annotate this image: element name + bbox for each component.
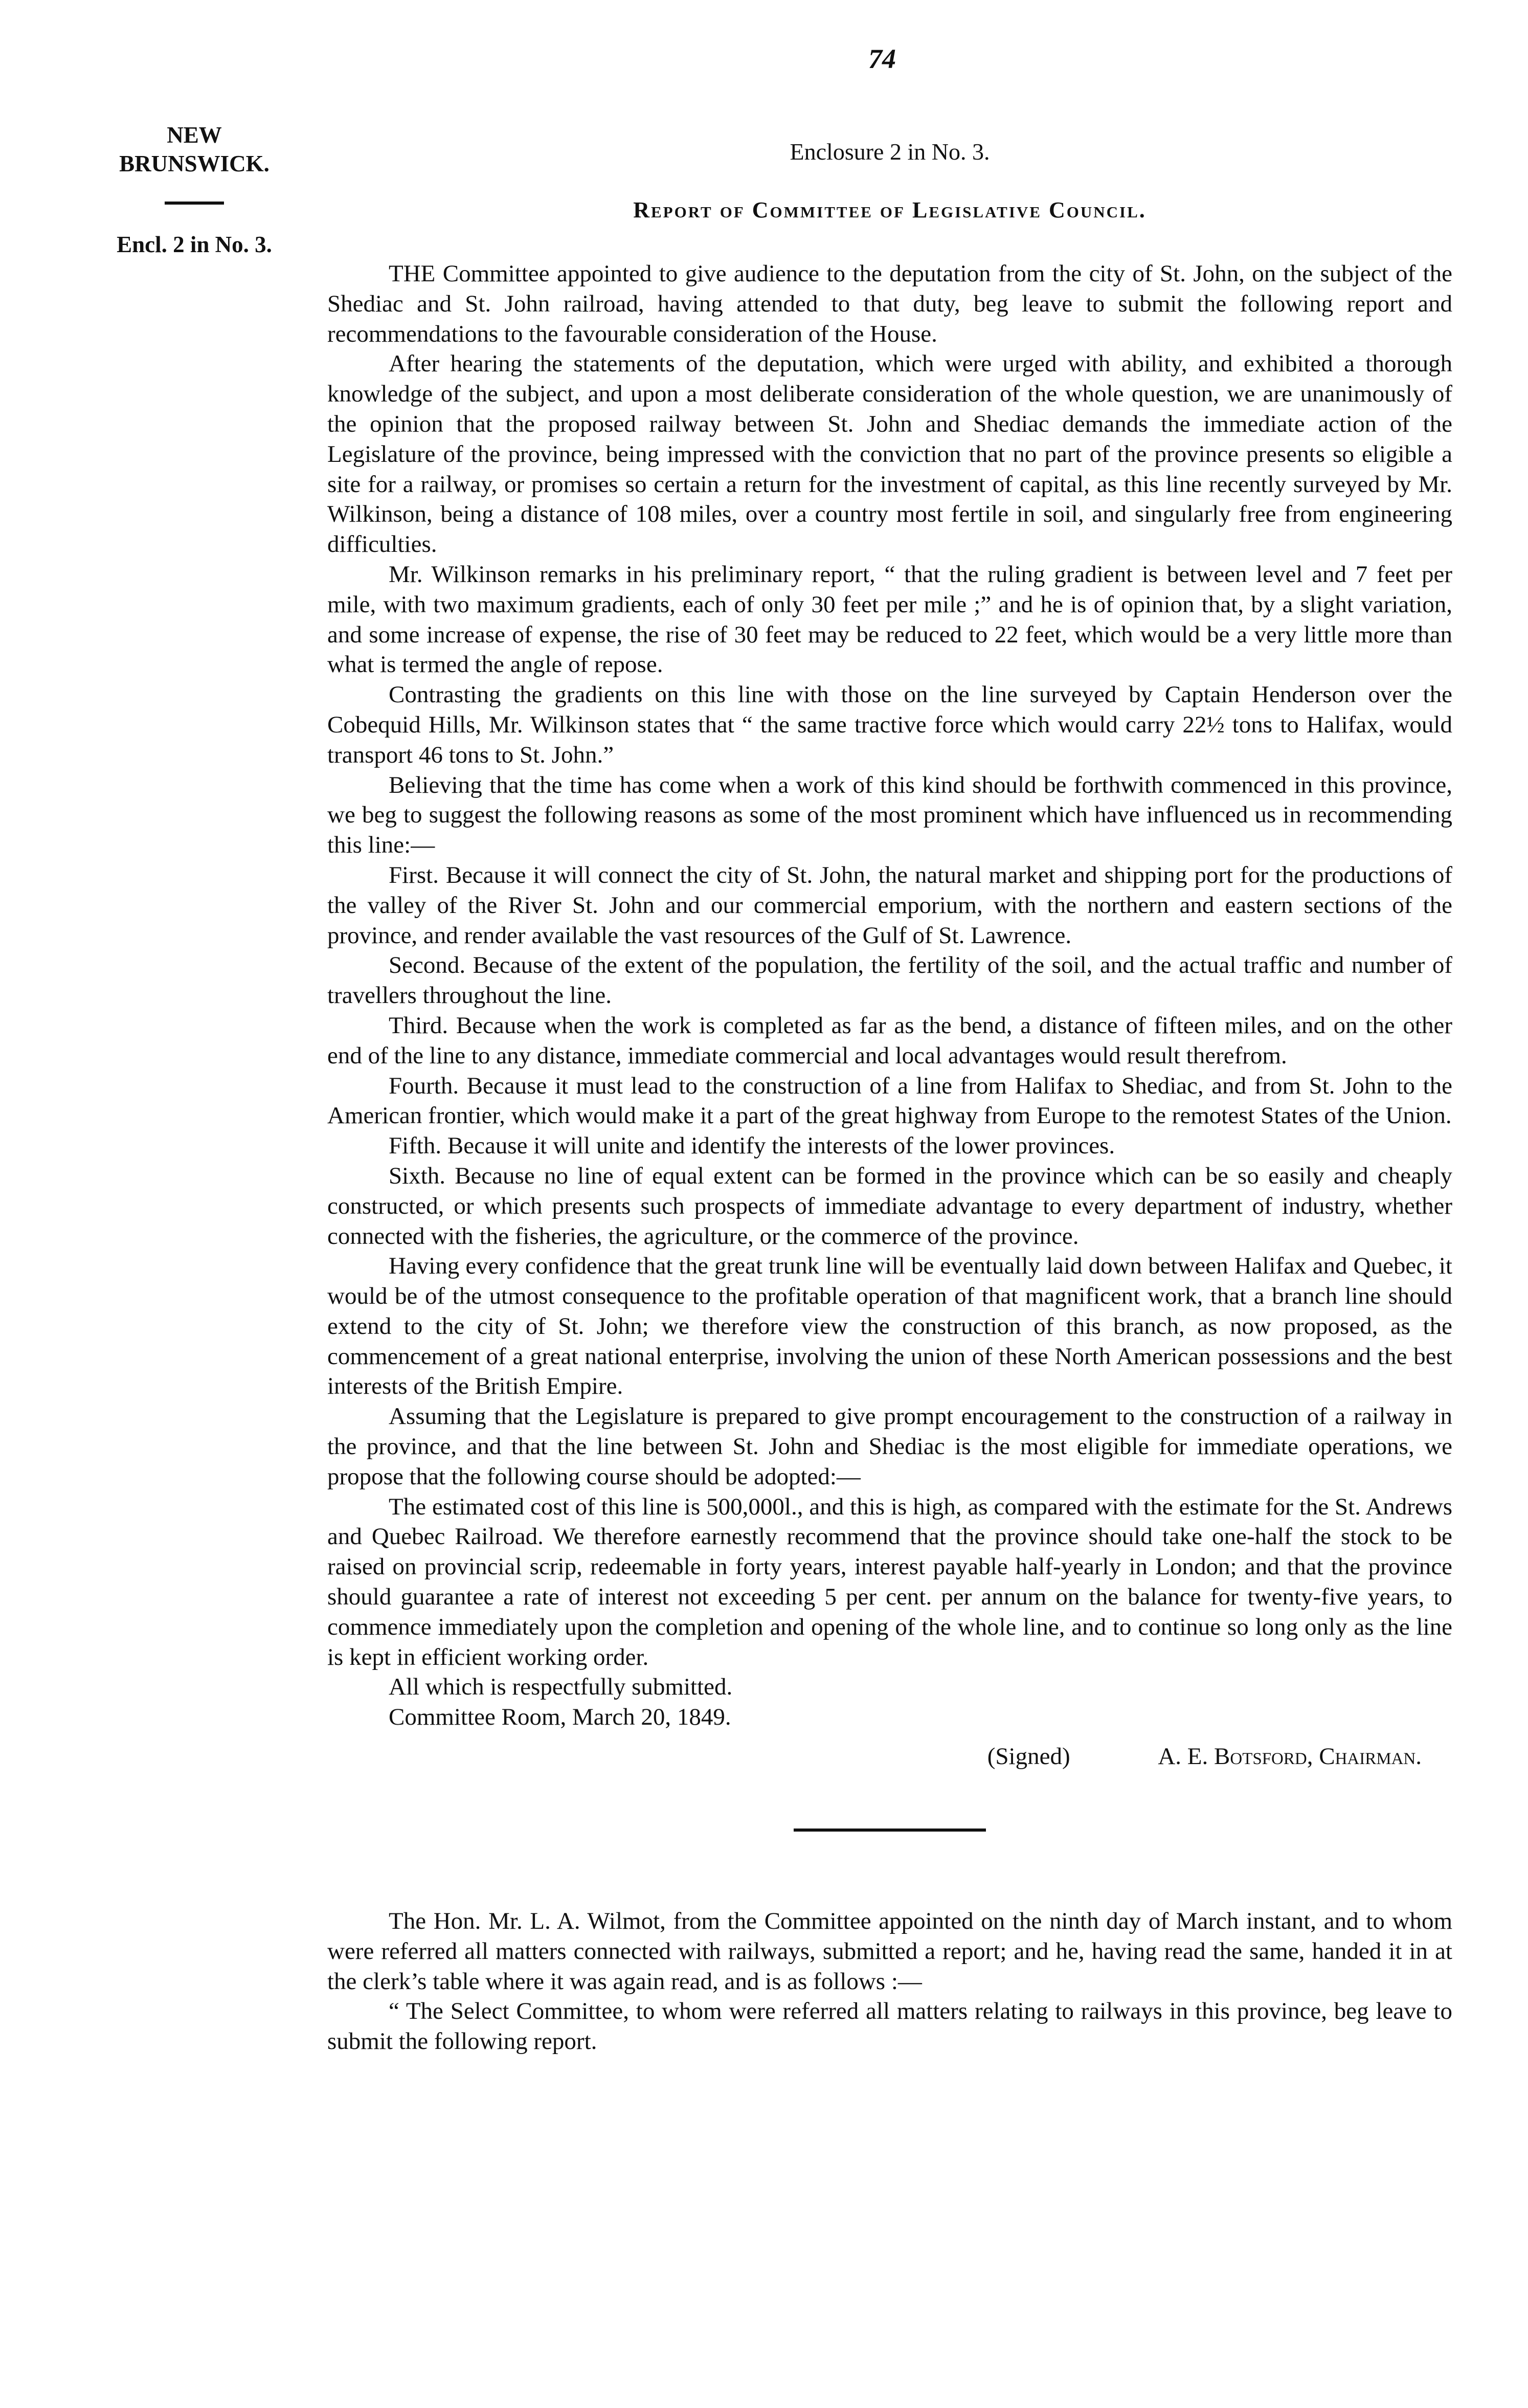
paragraph: THE Committee appointed to give audience to the deputation from the city of St. John, on the subject of the Shediac and St. John railroad, having attended to that duty, beg leave to submit the following report and recommendations to the favourable consideration of the House. xyxy=(327,260,1452,347)
report-body xyxy=(327,259,1452,1732)
paragraph: Contrasting the gradients on this line with those on the line surveyed by Captain Henderson over the Cobequid Hills, Mr. Wilkinson states that “ the same tractive force which would carry 22½ tons to Halifax, would transport 46 tons to St. John.” xyxy=(327,681,1452,768)
paragraph: Third. Because when the work is completed as far as the bend, a distance of fifteen miles, and on the other end of the line to any distance, immediate commercial and local advantages would result therefrom. xyxy=(327,1012,1452,1069)
paragraph: First. Because it will connect the city of St. John, the natural market and shipping port for the productions of the valley of the River St. John and our commercial emporium, with the northern and eastern sections of the province, and render available the vast resources of the Gulf of St. Lawrence. xyxy=(327,861,1452,949)
page-number: 74 xyxy=(868,43,896,74)
paragraph: Fifth. Because it will unite and identify the interests of the lower provinces. xyxy=(389,1132,1115,1160)
signature-line xyxy=(327,1742,1452,1771)
enclosure-heading: Enclosure 2 in No. 3. xyxy=(790,139,990,165)
paragraph: The estimated cost of this line is 500,000l., and this is high, as compared with the estimate for the St. Andrews and Quebec Railroad. We therefore earnestly recommend that the province should take one-half the stock to be raised on provincial scrip, redeemable in forty years, interest payable half-yearly in London; and that the province should guarantee a rate of interest not exceeding 5 per cent. per annum on the balance for twenty-five years, to commence immediately upon the completion and opening of the whole line, and to continue so long only as the line is kept in efficient working order. xyxy=(327,1493,1452,1670)
paragraph: All which is respectfully submitted. xyxy=(389,1674,733,1701)
region-label-line2: BRUNSWICK. xyxy=(119,151,269,176)
margin-note xyxy=(61,121,327,259)
paragraph: The Hon. Mr. L. A. Wilmot, from the Committee appointed on the ninth day of March instant, and to whom were referred all matters connected with railways, submitted a report; and he, having read the same, handed it in at the clerk’s table where it was again read, and is as follows :— xyxy=(327,1908,1452,1995)
paragraph: Sixth. Because no line of equal extent can be formed in the province which can be so easily and cheaply constructed, or which presents such prospects of immediate advantage to every department of industry, whether connected with the fisheries, the agriculture, or the commerce of the province. xyxy=(327,1162,1452,1250)
signer-name: A. E. Botsford, Chairman. xyxy=(1158,1743,1422,1770)
paragraph: “ The Select Committee, to whom were referred all matters relating to railways in this province, beg leave to submit the following report. xyxy=(327,1998,1452,2055)
enclosure-reference: Encl. 2 in No. 3. xyxy=(117,232,272,257)
signed-label: (Signed) xyxy=(987,1743,1070,1770)
main-content xyxy=(327,138,1452,2057)
margin-rule xyxy=(165,202,224,205)
region-label-line1: NEW xyxy=(167,122,222,148)
section-divider xyxy=(794,1829,986,1832)
paragraph: Assuming that the Legislature is prepared to give prompt encouragement to the construction of a railway in the province, and that the line between St. John and Shediac is the most eligible for immediate operations, we propose that the following course should be adopted:— xyxy=(327,1403,1452,1490)
report-heading: Report of Committee of Legislative Council. xyxy=(633,197,1147,222)
paragraph: After hearing the statements of the deputation, which were urged with ability, and exhibited a thorough knowledge of the subject, and upon a most deliberate consideration of the whole question, we are unanimously of the opinion that the proposed railway between St. John and Shediac demands the immediate action of the Legislature of the province, being impressed with the conviction that no part of the province presents so eligible a site for a railway, or promises so certain a return for the investment of capital, as this line recently surveyed by Mr. Wilkinson, being a distance of 108 miles, over a country most fertile in soil, and singularly free from engineering difficulties. xyxy=(327,350,1452,558)
paragraph: Fourth. Because it must lead to the construction of a line from Halifax to Shediac, and from St. John to the American frontier, which would make it a part of the great highway from Europe to the remotest States of the Union. xyxy=(327,1072,1452,1129)
second-section xyxy=(327,1906,1452,2057)
paragraph: Having every confidence that the great trunk line will be eventually laid down between Halifax and Quebec, it would be of the utmost consequence to the profitable operation of that magnificent work, that a branch line should extend to the city of St. John; we therefore view the construction of this branch, as now proposed, as the commencement of a great national enterprise, involving the union of these North American possessions and the best interests of the British Empire. xyxy=(327,1253,1452,1400)
paragraph: Believing that the time has come when a work of this kind should be forthwith commenced in this province, we beg to suggest the following reasons as some of the most prominent which have influenced us in recommending this line:— xyxy=(327,771,1452,859)
paragraph: Mr. Wilkinson remarks in his preliminary report, “ that the ruling gradient is between level and 7 feet per mile, with two maximum gradients, each of only 30 feet per mile ;” and he is of opinion that, by a slight variation, and some increase of expense, the rise of 30 feet may be reduced to 22 feet, which would be a very little more than what is termed the angle of repose. xyxy=(327,561,1452,678)
paragraph: Second. Because of the extent of the population, the fertility of the soil, and the actual traffic and number of travellers throughout the line. xyxy=(327,952,1452,1009)
paragraph: Committee Room, March 20, 1849. xyxy=(389,1704,731,1731)
